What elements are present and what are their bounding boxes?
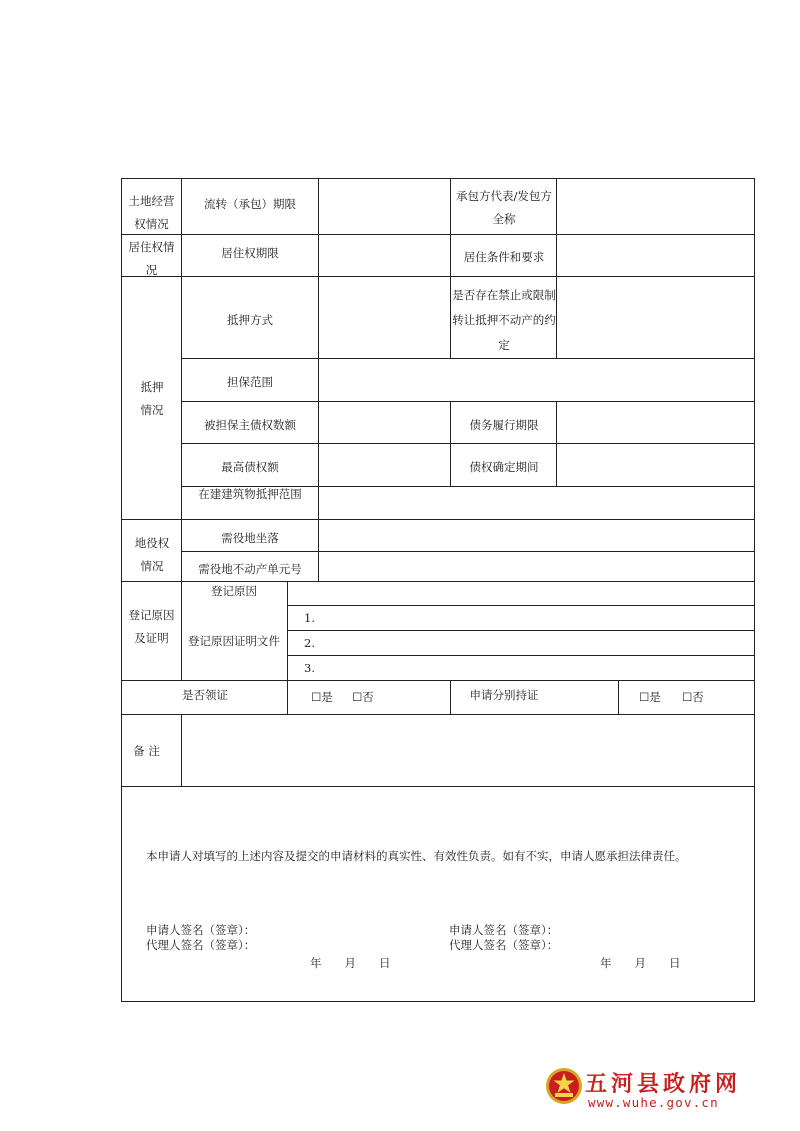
- registration-reason-section-label: 登记原因及证明: [128, 608, 175, 645]
- agent-sign-left[interactable]: 代理人签名（签章）：: [146, 938, 256, 952]
- doc-item-1[interactable]: 1.: [304, 611, 315, 625]
- date-left[interactable]: 年 月 日: [310, 956, 391, 970]
- remarks-label: 备 注: [133, 744, 160, 758]
- secured-debt-amount-label: 被担保主债权数额: [204, 418, 296, 432]
- registration-reason-field[interactable]: [289, 583, 753, 604]
- separate-no-checkbox[interactable]: ☐否: [682, 690, 704, 704]
- guarantee-scope-field[interactable]: [320, 360, 753, 400]
- land-term-label: 流转（承包）期限: [204, 197, 296, 211]
- transfer-restriction-label: 是否存在禁止或限制转让抵押不动产的约定: [452, 288, 556, 352]
- transfer-restriction-field[interactable]: [558, 278, 753, 357]
- residence-term-label: 居住权期限: [221, 246, 279, 260]
- max-debt-label: 最高债权额: [221, 460, 279, 474]
- applicant-sign-left[interactable]: 申请人签名（签章）：: [146, 923, 256, 937]
- dominant-land-location-field[interactable]: [320, 521, 753, 550]
- residence-conditions-label: 居住条件和要求: [463, 250, 545, 264]
- rule: [287, 605, 755, 606]
- separate-certificate-label: 申请分别持证: [469, 688, 539, 702]
- building-scope-field[interactable]: [320, 488, 753, 518]
- contractor-name-field[interactable]: [558, 180, 753, 233]
- land-rights-label: 土地经营权情况: [128, 194, 175, 231]
- mortgage-label: 抵押情况: [140, 380, 164, 417]
- doc-item-2[interactable]: 2.: [304, 636, 315, 650]
- dominant-land-unit-field[interactable]: [320, 553, 753, 580]
- receive-no-checkbox[interactable]: ☐否: [352, 690, 374, 704]
- residence-rights-label: 居住权情况: [128, 240, 175, 277]
- separate-yes-checkbox[interactable]: ☐是: [639, 690, 661, 704]
- doc-item-3[interactable]: 3.: [304, 661, 315, 675]
- watermark-title: 五河县政府网: [585, 1072, 742, 1097]
- registration-reason-label: 登记原因: [211, 584, 257, 598]
- rule: [121, 680, 755, 681]
- mortgage-method-label: 抵押方式: [227, 313, 273, 327]
- date-right[interactable]: 年 月 日: [600, 956, 681, 970]
- secured-debt-amount-field[interactable]: [320, 403, 449, 442]
- rule: [287, 655, 755, 656]
- applicant-sign-right[interactable]: 申请人签名（签章）：: [449, 923, 559, 937]
- receive-certificate-label: 是否领证: [182, 688, 228, 702]
- dominant-land-unit-label: 需役地不动产单元号: [198, 562, 302, 576]
- declaration-text: 本申请人对填写的上述内容及提交的申请材料的真实性、有效性负责。如有不实，申请人愿承担法律责任。: [146, 849, 687, 863]
- debt-term-label: 债务履行期限: [469, 418, 539, 432]
- max-debt-field[interactable]: [320, 445, 449, 485]
- agent-sign-right[interactable]: 代理人签名（签章）：: [449, 938, 559, 952]
- rule: [287, 630, 755, 631]
- dominant-land-location-label: 需役地坐落: [221, 531, 279, 545]
- rule: [121, 1001, 755, 1002]
- building-scope-label: 在建建筑物抵押范围: [198, 487, 302, 501]
- registration-docs-label: 登记原因证明文件: [188, 634, 280, 648]
- residence-term-field[interactable]: [320, 236, 449, 275]
- debt-period-label: 债权确定期间: [469, 460, 539, 474]
- watermark-url: www.wuhe.gov.cn: [588, 1095, 719, 1110]
- mortgage-method-field[interactable]: [320, 278, 449, 357]
- residence-conditions-field[interactable]: [558, 236, 753, 275]
- national-emblem-icon: [544, 1066, 584, 1106]
- guarantee-scope-label: 担保范围: [227, 375, 273, 389]
- contractor-name-label: 承包方代表/发包方全称: [456, 189, 552, 226]
- debt-term-field[interactable]: [558, 403, 753, 442]
- land-term-field[interactable]: [320, 180, 449, 233]
- remarks-field[interactable]: [183, 716, 753, 785]
- rule: [618, 680, 619, 715]
- rule: [121, 786, 755, 787]
- rule: [754, 178, 755, 1002]
- rule: [121, 178, 122, 1002]
- easement-label: 地役权情况: [134, 536, 170, 573]
- debt-period-field[interactable]: [558, 445, 753, 485]
- receive-yes-checkbox[interactable]: ☐是: [311, 690, 333, 704]
